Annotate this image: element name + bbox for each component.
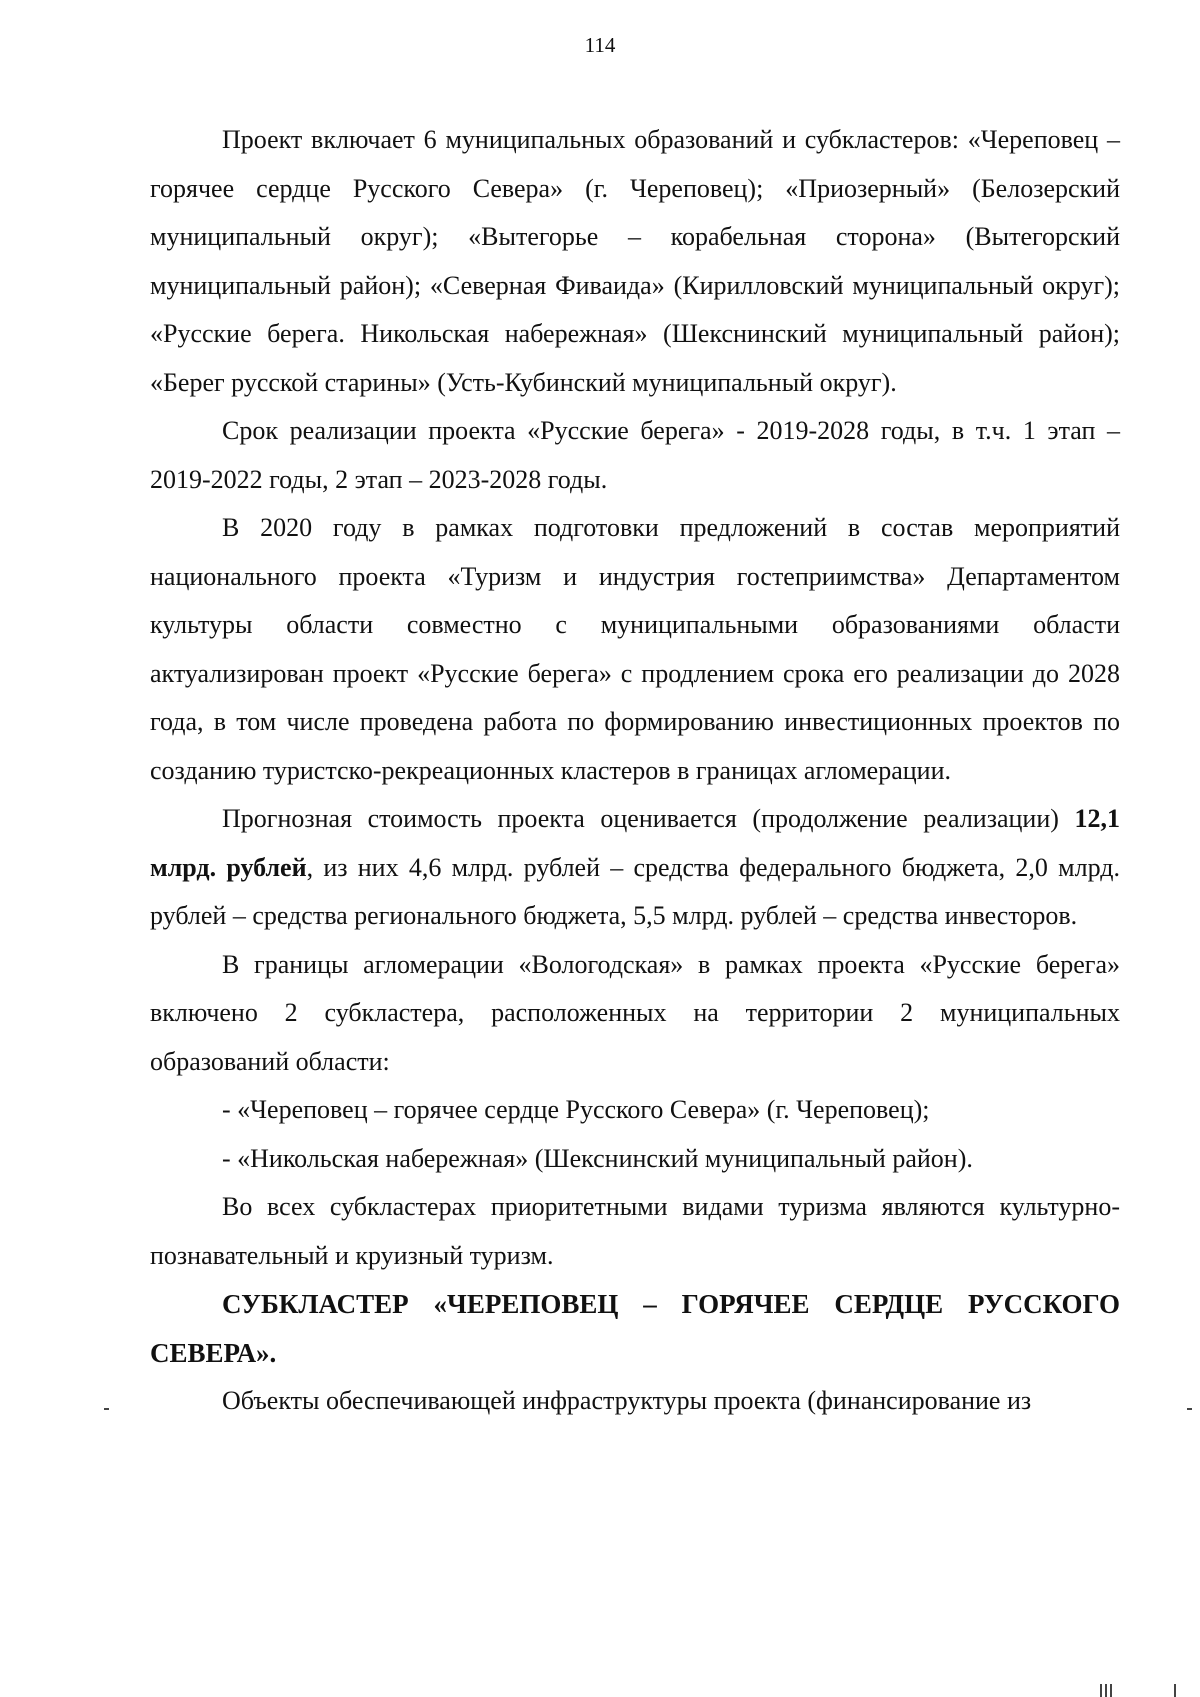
scan-mark-bottom-3 (1110, 1684, 1112, 1697)
cost-text-end: , из них 4,6 млрд. рублей – средства федерального бюджета, 2,0 млрд. рублей – средства регионального бюджета, 5,5 млрд. рублей – средства инвесторов. (150, 852, 1120, 930)
paragraph-cost (150, 795, 1120, 941)
paragraph-agglomeration: В границы агломерации «Вологодская» в рамках проекта «Русские берега» включено 2 субкластера, расположенных на территории 2 муниципальных образований области: (150, 949, 1120, 1076)
scan-mark-left (104, 1408, 109, 1410)
list-item-nikolskaya: - «Никольская набережная» (Шекснинский муниципальный район). (222, 1143, 973, 1173)
scan-mark-bottom-4 (1174, 1684, 1176, 1697)
cost-text-start: Прогнозная стоимость проекта оценивается (продолжение реализации) (222, 804, 1075, 833)
scan-mark-right (1187, 1408, 1192, 1410)
paragraph-update-2020: В 2020 году в рамках подготовки предложений в состав мероприятий национального проекта «Туризм и индустрия гостеприимства» Департаментом культуры области совместно с муниципальными образованиями области актуализирован проект «Русские берега» с продлением срока его реализации до 2028 года, в том числе проведена работа по формированию инвестиционных проектов по созданию туристско-рекреационных кластеров в границах агломерации. (150, 513, 1120, 785)
paragraph-timeline: Срок реализации проекта «Русские берега» - 2019-2028 годы, в т.ч. 1 этап – 2019-2022 годы, 2 этап – 2023-2028 годы. (150, 416, 1120, 494)
paragraph-subclusters: Проект включает 6 муниципальных образований и субкластеров: «Череповец – горячее сердце Русского Севера» (г. Череповец); «Приозерный» (Белозерский муниципальный округ); «Вытегорье – корабельная сторона» (Вытегорский муниципальный район); «Северная Фиваида» (Кирилловский муниципальный округ); «Русские берега. Никольская набережная» (Шекснинский муниципальный район); «Берег русской старины» (Усть-Кубинский муниципальный округ). (150, 125, 1120, 397)
paragraph-infrastructure: Объекты обеспечивающей инфраструктуры проекта (финансирование из (222, 1386, 1032, 1415)
cost-total-bold: 12,1 млрд. рублей (150, 804, 1120, 882)
page-number: 114 (584, 33, 616, 57)
scan-mark-bottom-1 (1100, 1684, 1102, 1697)
list-item-cherepovets: - «Череповец – горячее сердце Русского Севера» (г. Череповец); (222, 1095, 930, 1124)
paragraph-tourism-types: Во всех субкластерах приоритетными видами туризма являются культурно-познавательный и круизный туризм. (150, 1192, 1120, 1270)
document-body (150, 116, 1120, 1426)
section-heading: СУБКЛАСТЕР «ЧЕРЕПОВЕЦ – ГОРЯЧЕЕ СЕРДЦЕ РУССКОГО СЕВЕРА». (150, 1289, 1120, 1368)
scan-mark-bottom-2 (1105, 1684, 1107, 1697)
